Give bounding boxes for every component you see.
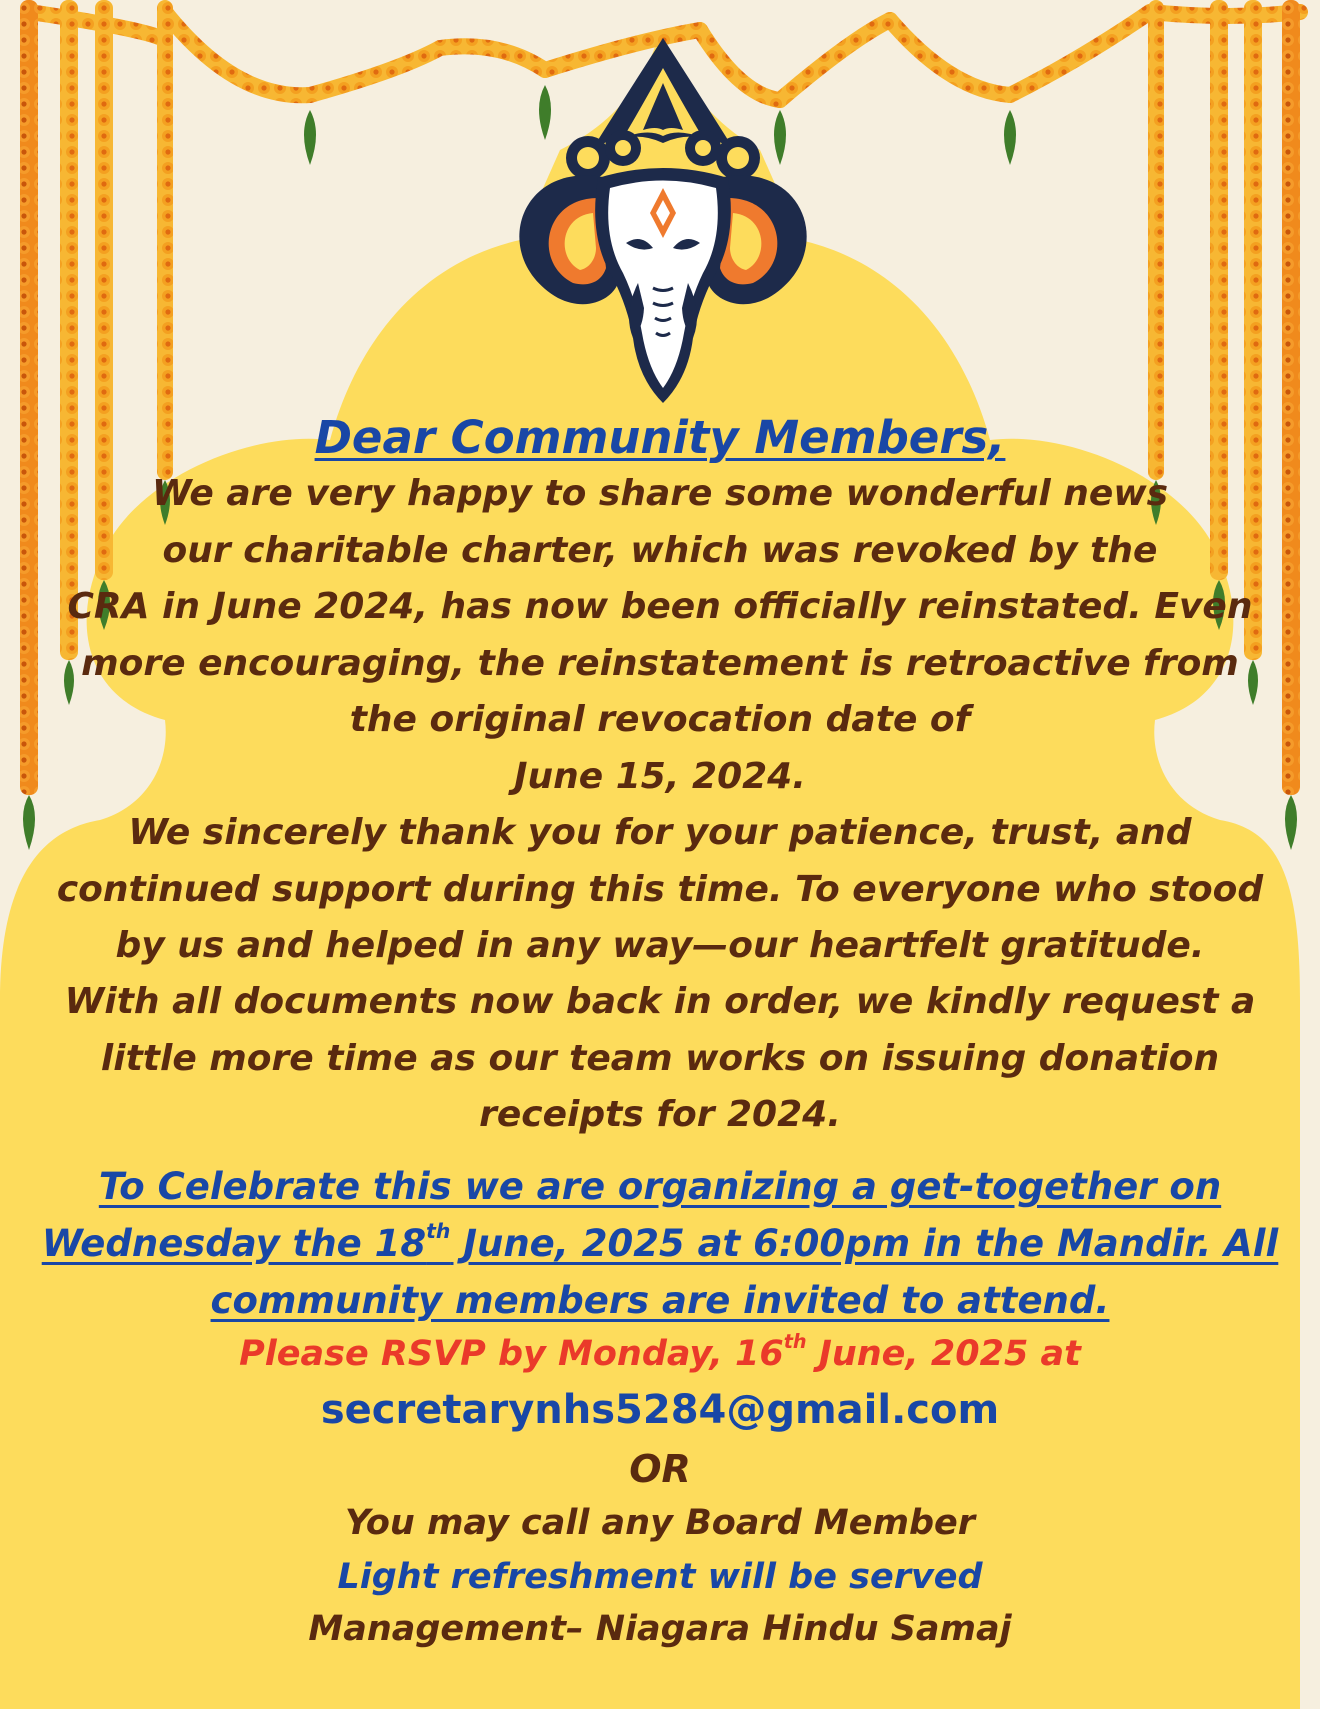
rsvp-email-link[interactable]: secretarynhs5284@gmail.com [320, 1387, 1000, 1433]
thanks-paragraph [40, 805, 1280, 975]
ordinal-suffix: th [783, 1329, 807, 1353]
rsvp-deadline: Please RSVP by Monday, 16th June, 2025 at [239, 1329, 1081, 1374]
news-line: June 15, 2024. [514, 755, 806, 797]
or-separator: OR [629, 1447, 691, 1491]
news-line: We are very happy to share some wonderful news [151, 473, 1169, 514]
request-line: With all documents now back in order, we kindly request a [64, 981, 1256, 1022]
thanks-line: We sincerely thank you for your patience, trust, and [128, 812, 1192, 853]
signature: Management– Niagara Hindu Samaj [308, 1609, 1012, 1649]
ganesha-icon [498, 38, 828, 408]
ordinal-suffix: th [426, 1218, 451, 1243]
celebration-line: To Celebrate this we are organizing a get-together on [98, 1165, 1222, 1208]
celebration-announcement [40, 1158, 1280, 1329]
call-board-member-text: You may call any Board Member [345, 1503, 975, 1543]
news-line: more encouraging, the reinstatement is retroactive from [81, 642, 1239, 684]
news-line: our charitable charter, which was revoked by the [162, 529, 1158, 571]
celebration-line: community members are invited to attend. [210, 1279, 1110, 1322]
news-paragraph [40, 466, 1280, 805]
celebration-line: Wednesday the 18th June, 2025 at 6:00pm in the Mandir. All [41, 1218, 1279, 1265]
greeting-heading: Dear Community Members, [314, 411, 1006, 464]
news-line: CRA in June 2024, has now been officially reinstated. Even [67, 586, 1253, 627]
thanks-line: continued support during this time. To everyone who stood [56, 868, 1264, 910]
refreshment-note: Light refreshment will be served [337, 1557, 983, 1597]
news-line: the original revocation date of [349, 699, 971, 740]
thanks-line: by us and helped in any way—our heartfelt gratitude. [115, 925, 1205, 966]
request-line: receipts for 2024. [479, 1094, 841, 1135]
request-paragraph [40, 974, 1280, 1144]
request-line: little more time as our team works on issuing donation [100, 1037, 1220, 1079]
